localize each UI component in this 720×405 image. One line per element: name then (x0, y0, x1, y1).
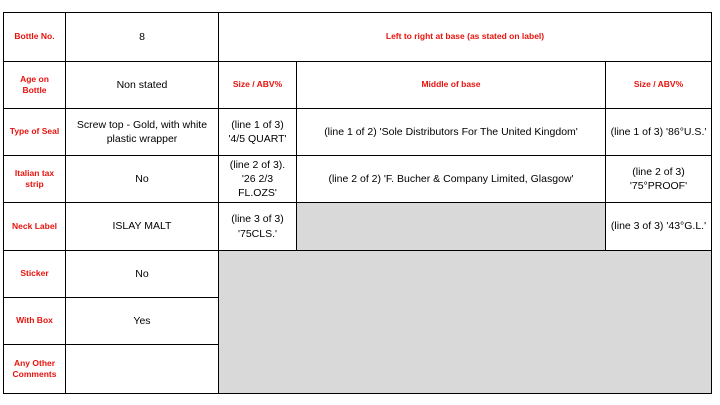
label-age-on-bottle: Age on Bottle (3, 61, 66, 109)
label-with-box: With Box (3, 297, 66, 345)
base-middle-line-1: (line 1 of 2) 'Sole Distributors For The United Kingdom' (296, 108, 606, 156)
value-any-other-comments (65, 344, 219, 394)
value-sticker: No (65, 250, 219, 298)
base-left-line-2: (line 2 of 3). '26 2/3 FL.OZS' (218, 155, 297, 203)
base-header: Left to right at base (as stated on label) (218, 12, 712, 62)
label-neck-label: Neck Label (3, 202, 66, 251)
base-left-line-3: (line 3 of 3) '75CLS.' (218, 202, 297, 251)
value-bottle-no: 8 (65, 12, 219, 62)
value-with-box: Yes (65, 297, 219, 345)
grey-area-bottom (218, 250, 712, 394)
col-left-header: Size / ABV% (218, 61, 297, 109)
base-right-line-3: (line 3 of 3) '43°G.L.' (605, 202, 712, 251)
label-bottle-no: Bottle No. (3, 12, 66, 62)
base-right-line-1: (line 1 of 3) '86°U.S.' (605, 108, 712, 156)
value-age-on-bottle: Non stated (65, 61, 219, 109)
value-neck-label: ISLAY MALT (65, 202, 219, 251)
col-right-header: Size / ABV% (605, 61, 712, 109)
label-type-of-seal: Type of Seal (3, 108, 66, 156)
base-right-line-2: (line 2 of 3) '75°PROOF' (605, 155, 712, 203)
base-middle-line-2: (line 2 of 2) 'F. Bucher & Company Limited, Glasgow' (296, 155, 606, 203)
label-italian-tax-strip: Italian tax strip (3, 155, 66, 203)
label-sticker: Sticker (3, 250, 66, 298)
grey-area-middle (296, 202, 606, 251)
col-middle-header: Middle of base (296, 61, 606, 109)
base-left-line-1: (line 1 of 3) '4/5 QUART' (218, 108, 297, 156)
label-any-other-comments: Any Other Comments (3, 344, 66, 394)
value-type-of-seal: Screw top - Gold, with white plastic wrapper (65, 108, 219, 156)
value-italian-tax-strip: No (65, 155, 219, 203)
